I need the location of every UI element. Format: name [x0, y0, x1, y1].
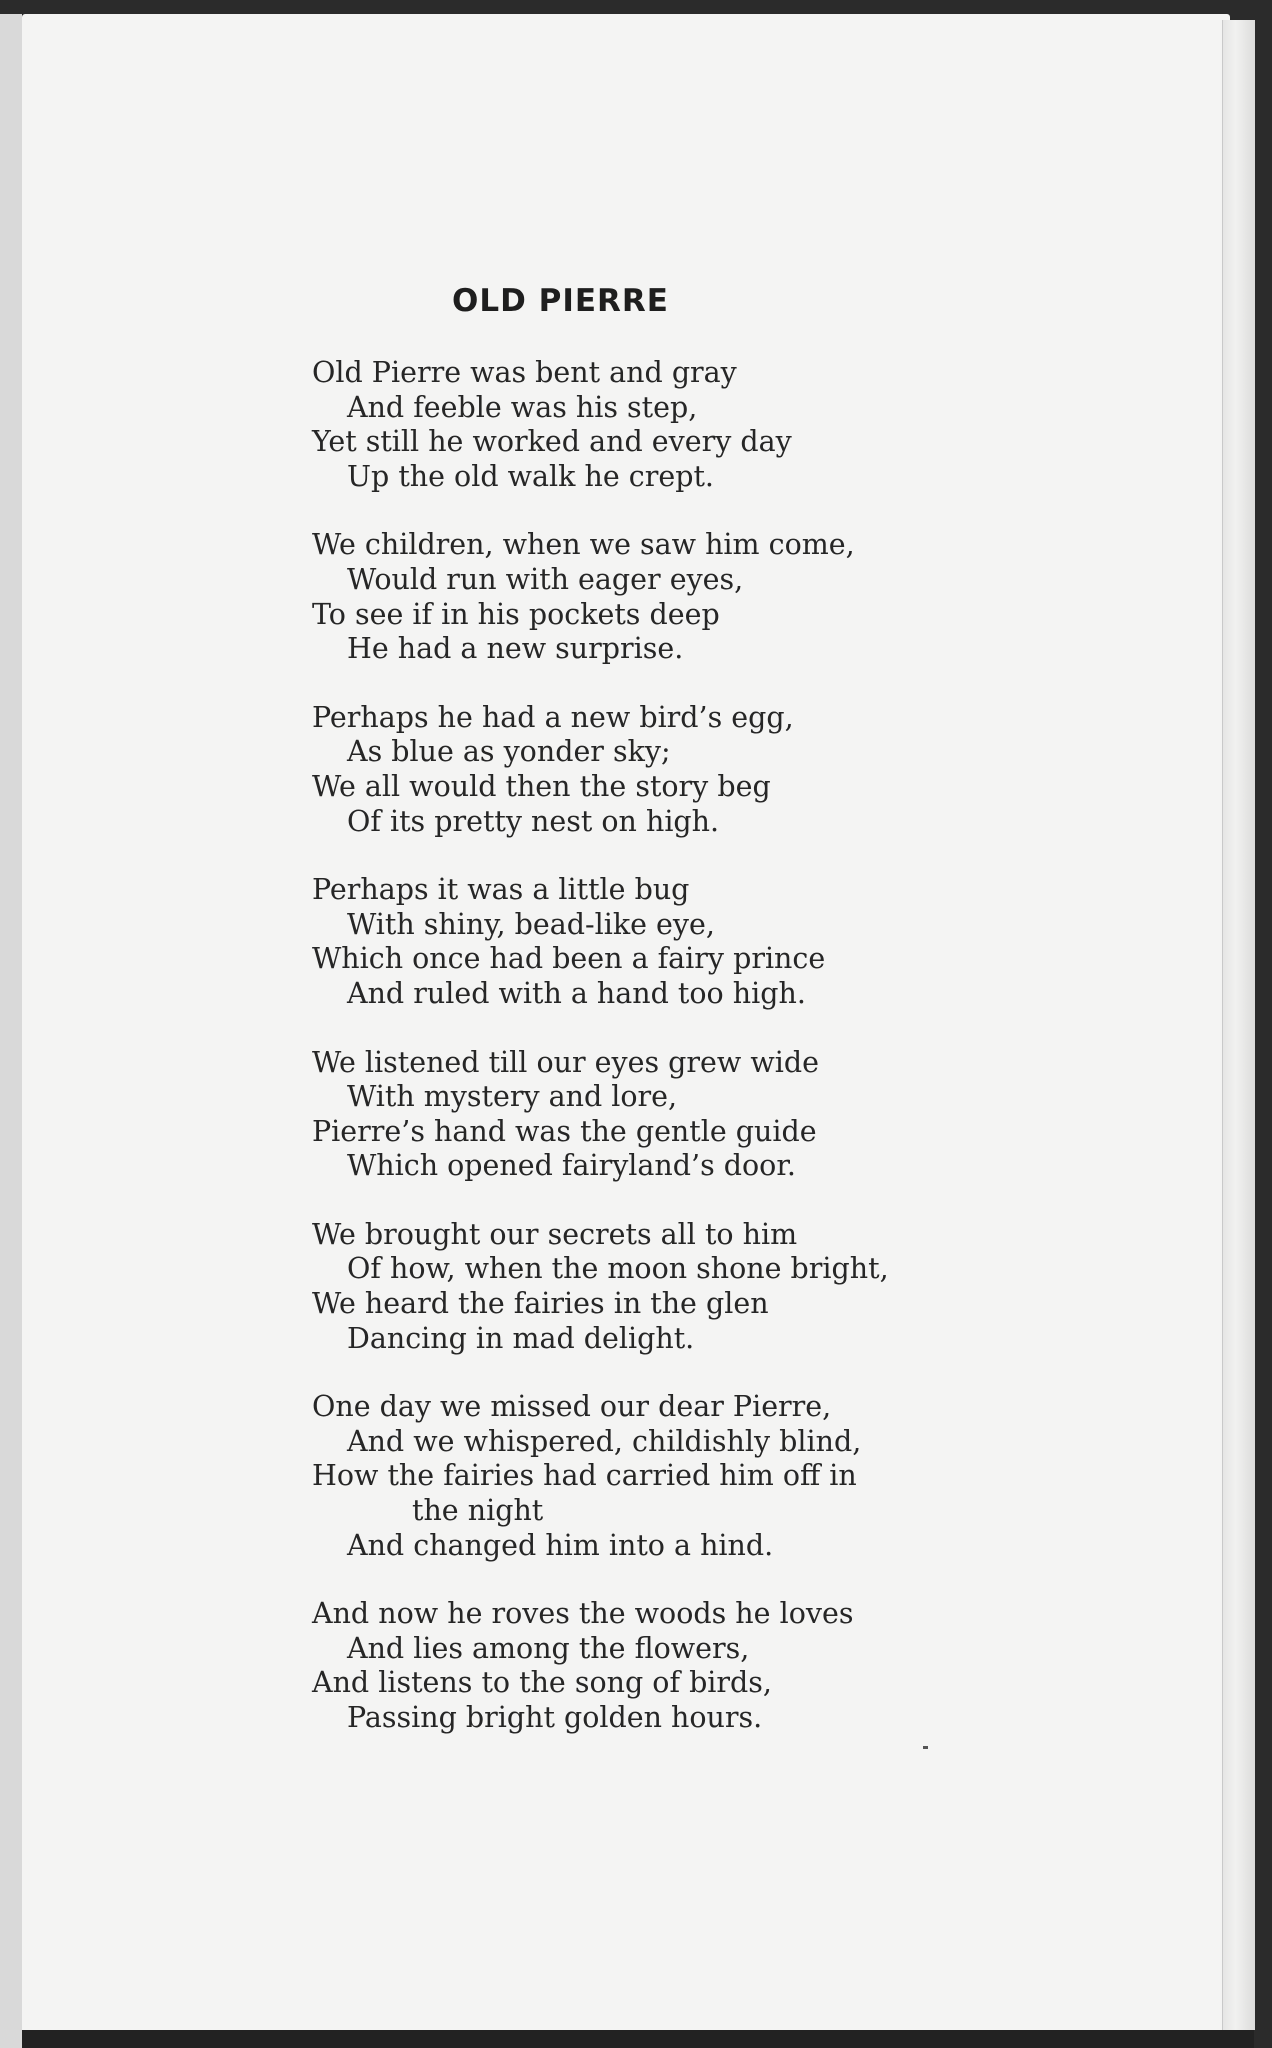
poem-line: Which once had been a fairy prince — [312, 942, 826, 976]
page-right-edge — [1222, 20, 1255, 2030]
poem-line: And feeble was his step, — [347, 390, 698, 424]
poem-line: And changed him into a hind. — [347, 1528, 774, 1562]
poem-line: Up the old walk he crept. — [347, 459, 714, 493]
ink-speck — [923, 1746, 928, 1749]
stanza-1 — [312, 356, 1012, 494]
poem-line: And we whispered, childishly blind, — [347, 1424, 862, 1458]
poem-line: We heard the fairies in the glen — [312, 1287, 769, 1321]
poem-line: We listened till our eyes grew wide — [312, 1045, 819, 1079]
poem-line: Perhaps he had a new bird’s egg, — [312, 700, 794, 734]
poem-line: As blue as yonder sky; — [347, 735, 671, 769]
poem-line: We brought our secrets all to him — [312, 1217, 798, 1251]
stanza-7 — [312, 1390, 1012, 1563]
poem-line: Pierre’s hand was the gentle guide — [312, 1114, 817, 1148]
poem-line: He had a new surprise. — [347, 632, 684, 666]
poem-line: the night — [412, 1494, 544, 1528]
poem-title: OLD PIERRE — [452, 283, 669, 319]
stanza-2 — [312, 528, 1012, 666]
stanza-6 — [312, 1218, 1012, 1356]
poem-line: With shiny, bead-like eye, — [347, 907, 715, 941]
stanza-8 — [312, 1597, 1012, 1735]
poem-line: Dancing in mad delight. — [347, 1321, 695, 1355]
poem-line: Old Pierre was bent and gray — [312, 356, 737, 389]
stanza-4 — [312, 873, 1012, 1011]
poem-line: Of its pretty nest on high. — [347, 804, 720, 838]
poem-line: How the fairies had carried him off in — [312, 1459, 857, 1493]
poem-line: And ruled with a hand too high. — [347, 976, 806, 1010]
poem-line: Passing bright golden hours. — [347, 1701, 763, 1734]
bottom-shadow — [22, 2030, 1254, 2048]
poem-line: And now he roves the woods he loves — [312, 1597, 854, 1631]
poem-line: And lies among the flowers, — [347, 1631, 750, 1665]
poem-line: One day we missed our dear Pierre, — [312, 1390, 832, 1424]
poem-line: Of how, when the moon shone bright, — [347, 1252, 889, 1286]
poem-line: We children, when we saw him come, — [312, 528, 855, 562]
poem-line: Would run with eager eyes, — [347, 562, 744, 596]
poem-line: Which opened fairyland’s door. — [347, 1149, 796, 1183]
poem-body — [312, 356, 1012, 1770]
poem-line: We all would then the story beg — [312, 769, 771, 803]
stanza-3 — [312, 701, 1012, 839]
stanza-5 — [312, 1046, 1012, 1184]
poem-line: With mystery and lore, — [347, 1080, 678, 1114]
poem-line: And listens to the song of birds, — [312, 1666, 772, 1700]
poem-line: Yet still he worked and every day — [312, 425, 792, 459]
poem-line: Perhaps it was a little bug — [312, 873, 690, 907]
poem-line: To see if in his pockets deep — [312, 597, 720, 631]
